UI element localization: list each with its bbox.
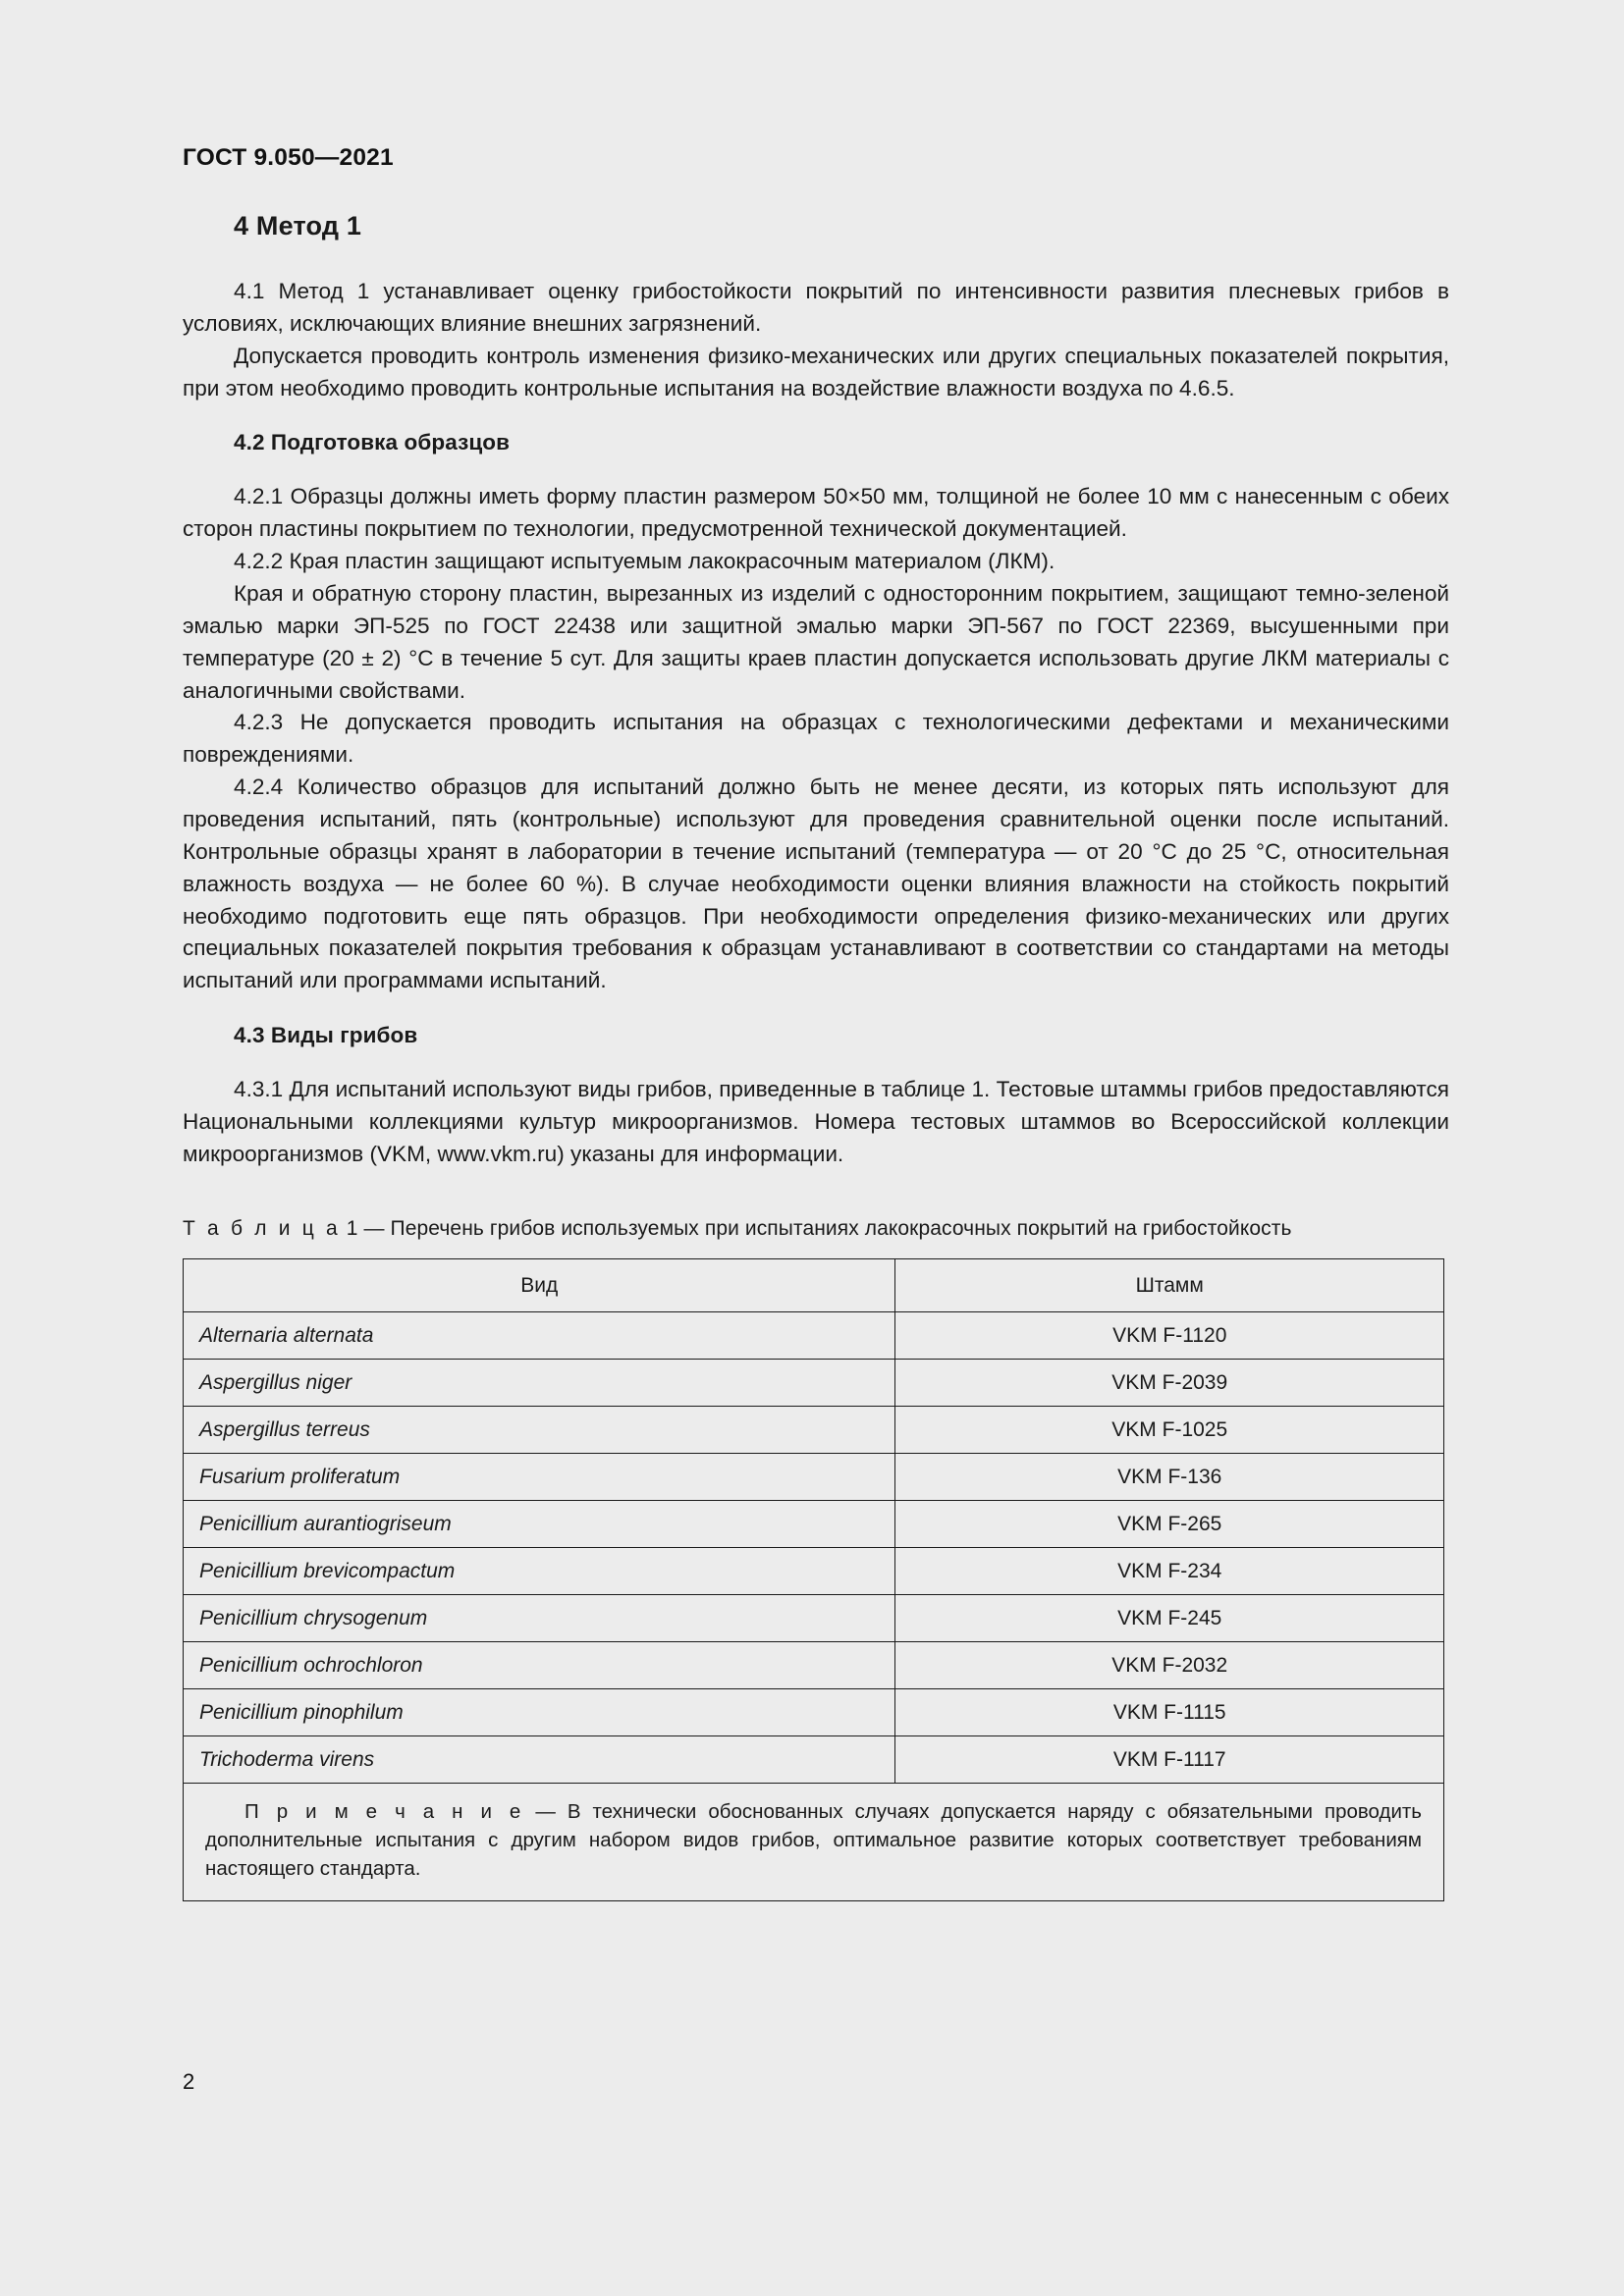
table-caption-label: Т а б л и ц а bbox=[183, 1216, 341, 1240]
cell-strain: VKM F-136 bbox=[895, 1454, 1444, 1501]
table-row bbox=[184, 1689, 1444, 1736]
clause-4-3-heading-wrap bbox=[183, 1023, 1449, 1048]
cell-species: Penicillium brevicompactum bbox=[184, 1548, 895, 1595]
cell-species: Penicillium chrysogenum bbox=[184, 1595, 895, 1642]
cell-species: Alternaria alternata bbox=[184, 1312, 895, 1360]
spacer bbox=[183, 1171, 1449, 1214]
table-row bbox=[184, 1312, 1444, 1360]
cell-species: Penicillium pinophilum bbox=[184, 1689, 895, 1736]
cell-strain: VKM F-1025 bbox=[895, 1407, 1444, 1454]
table-header-row bbox=[184, 1259, 1444, 1312]
cell-species: Trichoderma virens bbox=[184, 1736, 895, 1784]
spacer bbox=[183, 404, 1449, 430]
cell-strain: VKM F-234 bbox=[895, 1548, 1444, 1595]
clause-4-2-3-paragraph: 4.2.3 Не допускается проводить испытания на образцах с технологическими дефектами и механическими повреждениями. bbox=[183, 710, 1449, 768]
clause-4-title: 4 Метод 1 bbox=[234, 211, 362, 240]
clause-4-2-heading-wrap bbox=[183, 430, 1449, 455]
table-row bbox=[184, 1736, 1444, 1784]
table-caption-text: — Перечень грибов используемых при испытаниях лакокрасочных покрытий на грибостойкость bbox=[363, 1216, 1292, 1240]
cell-strain: VKM F-245 bbox=[895, 1595, 1444, 1642]
table-body bbox=[184, 1312, 1444, 1901]
column-header-strain: Штамм bbox=[895, 1259, 1444, 1312]
spacer bbox=[183, 997, 1449, 1023]
column-header-species: Вид bbox=[184, 1259, 895, 1312]
table-note-text: — В технически обоснованных случаях допускается наряду с обязательными проводить дополнительные испытания с другим набором видов грибов, оптимальное развитие которых соответствует требованиям настоящего стандарта. bbox=[205, 1800, 1422, 1881]
clause-4-3-1-paragraph: 4.3.1 Для испытаний используют виды грибов, приведенные в таблице 1. Тестовые штаммы грибов предоставляются Национальными коллекциями культур микроорганизмов. Номера тестовых штаммов во Всероссийской коллекции микроорганизмов (VKM, www.vkm.ru) указаны для информации. bbox=[183, 1077, 1449, 1166]
clause-4-heading-wrap bbox=[183, 211, 1449, 241]
table-caption-number: 1 bbox=[346, 1216, 358, 1240]
clause-4-2-title: 4.2 Подготовка образцов bbox=[234, 430, 511, 455]
table-row bbox=[184, 1642, 1444, 1689]
cell-strain: VKM F-1115 bbox=[895, 1689, 1444, 1736]
table-caption bbox=[183, 1214, 1449, 1243]
running-head: ГОСТ 9.050—2021 bbox=[183, 144, 394, 171]
cell-species: Penicillium ochrochloron bbox=[184, 1642, 895, 1689]
cell-strain: VKM F-1117 bbox=[895, 1736, 1444, 1784]
cell-species: Aspergillus terreus bbox=[184, 1407, 895, 1454]
table-row bbox=[184, 1501, 1444, 1548]
cell-species: Penicillium aurantiogriseum bbox=[184, 1501, 895, 1548]
spacer bbox=[183, 241, 1449, 276]
table-note bbox=[184, 1784, 1444, 1901]
table-row bbox=[184, 1548, 1444, 1595]
clause-4-2-2-continuation-paragraph: Края и обратную сторону пластин, вырезанных из изделий с односторонним покрытием, защищают темно-зеленой эмалью марки ЭП-525 по ГОСТ 22438 или защитной эмалью марки ЭП-567 по ГОСТ 22369, высушенными при температуре (20 ± 2) °C в течение 5 сут. Для защиты краев пластин допускается использовать другие ЛКМ материалы с аналогичными свойствами. bbox=[183, 581, 1449, 703]
cell-strain: VKM F-1120 bbox=[895, 1312, 1444, 1360]
cell-strain: VKM F-2032 bbox=[895, 1642, 1444, 1689]
spacer bbox=[183, 455, 1449, 481]
cell-species: Aspergillus niger bbox=[184, 1360, 895, 1407]
table-note-row bbox=[184, 1784, 1444, 1901]
table-row bbox=[184, 1360, 1444, 1407]
table-row bbox=[184, 1407, 1444, 1454]
clause-4-2-4-paragraph: 4.2.4 Количество образцов для испытаний должно быть не менее десяти, из которых пять используют для проведения испытаний, пять (контрольные) используют для проведения сравнительной оценки после испытаний. Контрольные образцы хранят в лаборатории в течение испытаний (температура — от 20 °C до 25 °C, относительная влажность воздуха — не более 60 %). В случае необходимости оценки влияния влажности на стойкость покрытий необходимо подготовить еще пять образцов. При необходимости определения физико-механических или других специальных показателей покрытия требования к образцам устанавливают в соответствии со стандартами на методы испытаний или программами испытаний. bbox=[183, 774, 1449, 993]
fungi-table bbox=[183, 1258, 1444, 1901]
cell-strain: VKM F-265 bbox=[895, 1501, 1444, 1548]
cell-strain: VKM F-2039 bbox=[895, 1360, 1444, 1407]
clause-4-1-continuation-paragraph: Допускается проводить контроль изменения физико-механических или других специальных показателей покрытия, при этом необходимо проводить контрольные испытания на воздействие влажности воздуха по 4.6.5. bbox=[183, 343, 1449, 400]
clause-4-2-1-paragraph: 4.2.1 Образцы должны иметь форму пластин размером 50×50 мм, толщиной не более 10 мм с нанесенным с обеих сторон пластины покрытием по технологии, предусмотренной технической документацией. bbox=[183, 484, 1449, 542]
spacer bbox=[183, 1048, 1449, 1074]
clause-4-1-paragraph: 4.1 Метод 1 устанавливает оценку грибостойкости покрытий по интенсивности развития плесневых грибов в условиях, исключающих влияние внешних загрязнений. bbox=[183, 279, 1449, 336]
table-row bbox=[184, 1454, 1444, 1501]
table-row bbox=[184, 1595, 1444, 1642]
page-number: 2 bbox=[183, 2069, 195, 2094]
clause-4-3-title: 4.3 Виды грибов bbox=[234, 1023, 418, 1048]
document-body bbox=[183, 211, 1449, 1901]
clause-4-2-2-paragraph: 4.2.2 Края пластин защищают испытуемым лакокрасочным материалом (ЛКМ). bbox=[234, 549, 1056, 574]
table-note-label: П р и м е ч а н и е bbox=[244, 1800, 524, 1824]
table-head bbox=[184, 1259, 1444, 1312]
cell-species: Fusarium proliferatum bbox=[184, 1454, 895, 1501]
